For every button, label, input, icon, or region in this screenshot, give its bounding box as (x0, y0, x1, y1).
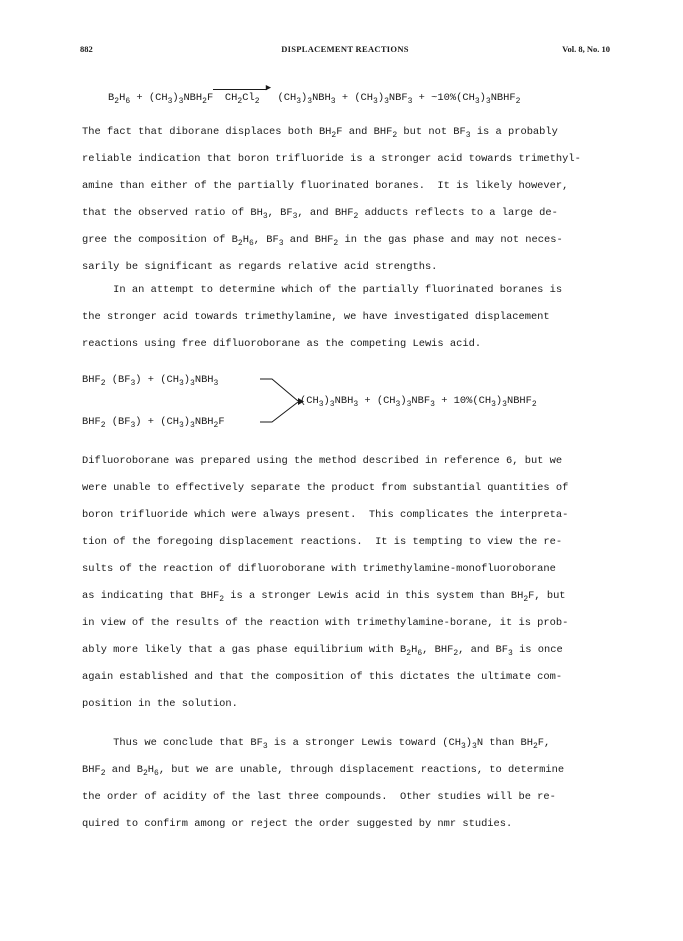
eq2-text: NBH (334, 395, 354, 407)
text-line: in view of the results of the reaction with trimethylamine-borane, it is prob- (82, 617, 569, 629)
text-run: F, (537, 737, 551, 749)
eq1-sub: 3 (373, 97, 378, 106)
text-line: boron trifluoride which were always present. This complicates the interpreta- (82, 509, 569, 521)
text-run: , BF (253, 234, 279, 246)
eq1-sub: 2 (237, 97, 243, 106)
eq2-sub: 3 (178, 379, 184, 388)
eq1-sub: 3 (296, 97, 301, 106)
subscript: 3 (460, 742, 466, 751)
subscript: 2 (100, 769, 106, 778)
text-run: ably more likely that a gas phase equilibrium with B (82, 644, 407, 656)
eq2-text: ) (323, 395, 330, 407)
eq1-sub: 3 (178, 97, 184, 106)
subscript: 3 (508, 649, 513, 658)
text-line (82, 737, 550, 749)
eq1-sub: 3 (384, 97, 389, 106)
eq2-text: + (CH (358, 395, 396, 407)
eq2-sub: 2 (100, 421, 106, 430)
eq1-sub: 3 (330, 97, 336, 106)
eq2-text: ) (183, 416, 191, 428)
subscript: 2 (237, 239, 243, 248)
text-line (82, 234, 563, 246)
eq2-text: F (218, 416, 225, 428)
eq2-text: (BF (105, 374, 131, 386)
text-line: quired to confirm among or reject the order suggested by nmr studies. (82, 818, 513, 830)
text-run: BHF (82, 764, 101, 776)
text-run: as indicating that BHF (82, 590, 220, 602)
eq2-text: ) + (CH (135, 416, 179, 428)
eq2-sub: 2 (531, 400, 537, 409)
eq1-text: NBH (312, 92, 331, 104)
eq2-sub: 3 (130, 379, 136, 388)
arrow-right-icon: ▶ (265, 83, 272, 93)
text-run: but not BF (397, 126, 466, 138)
eq2-text: NBHF (506, 395, 532, 407)
eq1-text: + (412, 92, 432, 104)
eq1-sub: 3 (474, 97, 480, 106)
subscript: 2 (406, 649, 412, 658)
upper-arrow-line (260, 379, 298, 401)
text-line: the order of acidity of the last three compounds. Other studies will be re- (82, 791, 556, 803)
text-run: H (147, 764, 155, 776)
eq2-text: NBH (194, 416, 214, 428)
eq2-text: ) (400, 395, 407, 407)
subscript: 3 (292, 212, 298, 221)
text-line: In an attempt to determine which of the partially fluorinated boranes is (82, 284, 563, 296)
subscript: 2 (219, 595, 224, 604)
eq2-text: ) (495, 395, 503, 407)
text-run: in the gas phase and may not neces- (338, 234, 563, 246)
eq1-text: NBH (183, 92, 203, 104)
text-line: again established and that the composition of this dictates the ultimate com- (82, 671, 563, 683)
eq1-text: ~10%(CH (431, 92, 475, 104)
eq2-sub: 3 (130, 421, 136, 430)
running-header (80, 44, 610, 58)
subscript: 3 (262, 212, 268, 221)
eq1-text: CH (224, 92, 238, 104)
subscript: 2 (142, 769, 148, 778)
eq1-text: ) (377, 92, 385, 104)
subscript: 6 (248, 239, 254, 248)
text-line: sults of the reaction of difluoroborane with trimethylamine-monofluoroborane (82, 563, 556, 575)
subscript: 2 (331, 131, 337, 140)
reaction-equation-1 (108, 83, 521, 106)
eq1-text: F (206, 92, 214, 104)
text-line: position in the solution. (82, 698, 238, 710)
text-run: and BHF (283, 234, 334, 246)
reactant-line-1 (82, 374, 218, 386)
eq1-text: (CH (148, 92, 168, 104)
text-run: , BF (267, 207, 293, 219)
eq1-text: ) (172, 92, 179, 104)
eq1-text: H (119, 92, 126, 104)
eq2-text: BHF (82, 416, 101, 428)
subscript: 2 (333, 239, 339, 248)
text-run: is a stronger Lewis toward (CH (267, 737, 461, 749)
text-line: tion of the foregoing displacement reactions. It is tempting to view the re- (82, 536, 563, 548)
eq1-text: B (108, 92, 115, 104)
eq2-text: ) + (CH (135, 374, 179, 386)
subscript: 3 (262, 742, 268, 751)
eq2-text: NBH (194, 374, 214, 386)
subscript: 2 (532, 742, 538, 751)
text-line: reliable indication that boron trifluoride is a stronger acid towards trimethyl- (82, 153, 581, 165)
text-run: N than BH (476, 737, 533, 749)
subscript: 2 (523, 595, 529, 604)
solvent-label (225, 92, 260, 104)
text-run: ) (465, 737, 473, 749)
lower-arrow-line (260, 402, 298, 422)
eq1-sub: 2 (114, 97, 120, 106)
text-line: the stronger acid towards trimethylamine, we have investigated displacement (82, 311, 550, 323)
text-line (82, 126, 558, 138)
eq1-sub: 2 (254, 97, 260, 106)
eq2-sub: 3 (502, 400, 507, 409)
subscript: 6 (154, 769, 159, 778)
eq1-sub: 3 (307, 97, 313, 106)
text-run: Thus we conclude that BF (82, 737, 263, 749)
eq1-sub: 3 (485, 97, 491, 106)
reaction-equation-2 (82, 366, 602, 436)
text-run: adducts reflects to a large de- (358, 207, 558, 219)
text-run: is a probably (470, 126, 558, 138)
subscript: 2 (392, 131, 398, 140)
eq1-text: (CH (354, 92, 374, 104)
text-line: reactions using free difluoroborane as the competing Lewis acid. (82, 338, 482, 350)
text-line: amine than either of the partially fluorinated boranes. It is likely however, (82, 180, 569, 192)
text-line (82, 764, 564, 776)
eq1-sub: 2 (515, 97, 521, 106)
text-line (82, 644, 563, 656)
subscript: 3 (278, 239, 284, 248)
text-run: H (411, 644, 418, 656)
text-line: were unable to effectively separate the product from substantial quantities of (82, 482, 569, 494)
eq2-text: + 10%(CH (434, 395, 492, 407)
eq1-sub: 2 (202, 97, 207, 106)
text-line (82, 207, 558, 219)
eq1-text: + (130, 92, 149, 104)
subscript: 3 (472, 742, 477, 751)
text-run: that the observed ratio of BH (82, 207, 263, 219)
subscript: 6 (417, 649, 423, 658)
eq1-sub: 3 (407, 97, 413, 106)
reaction-arrow (213, 83, 272, 106)
eq1-text: Cl (242, 92, 255, 104)
running-title: DISPLACEMENT REACTIONS (281, 44, 409, 54)
eq2-text: (BF (105, 416, 131, 428)
eq2-sub: 2 (100, 379, 106, 388)
eq2-sub: 3 (329, 400, 335, 409)
subscript: 2 (453, 649, 459, 658)
eq2-sub: 3 (406, 400, 412, 409)
eq1-text: NBF (388, 92, 408, 104)
text-run: F, but (528, 590, 566, 602)
product-line (300, 395, 537, 407)
eq2-sub: 3 (430, 400, 435, 409)
eq2-sub: 3 (395, 400, 401, 409)
subscript: 2 (353, 212, 359, 221)
eq1-sub: 3 (167, 97, 173, 106)
text-run: , but we are unable, through displacement reactions, to determine (158, 764, 565, 776)
eq1-text: (CH (277, 92, 297, 104)
eq2-text: (CH (300, 395, 319, 407)
eq2-text: ) (183, 374, 191, 386)
eq2-sub: 3 (491, 400, 496, 409)
eq2-sub: 3 (190, 379, 195, 388)
page-number: 882 (80, 44, 93, 54)
text-run: , BHF (422, 644, 454, 656)
text-line: sarily be significant as regards relative acid strengths. (82, 261, 438, 273)
arrow-line (213, 89, 267, 90)
text-run: H (242, 234, 249, 246)
text-run: and B (105, 764, 143, 776)
eq2-text: NBF (411, 395, 431, 407)
text-line: Difluoroborane was prepared using the method described in reference 6, but we (82, 455, 563, 467)
text-run: The fact that diborane displaces both BH (82, 126, 332, 138)
text-run: is a stronger Lewis acid in this system than BH (224, 590, 524, 602)
text-run: gree the composition of B (82, 234, 238, 246)
eq2-sub: 3 (213, 379, 219, 388)
subscript: 3 (465, 131, 471, 140)
text-line (82, 590, 566, 602)
eq2-text: BHF (82, 374, 101, 386)
eq1-text: NBHF (490, 92, 516, 104)
eq1-text: ) (301, 92, 308, 104)
eq2-sub: 3 (190, 421, 195, 430)
text-run: is once (512, 644, 563, 656)
eq2-sub: 3 (178, 421, 184, 430)
reactant-line-2 (82, 416, 225, 428)
journal-volume: Vol. 8, No. 10 (562, 44, 610, 54)
eq2-sub: 2 (213, 421, 219, 430)
eq1-text: + (335, 92, 355, 104)
text-run: F and BHF (336, 126, 393, 138)
eq1-text: ) (479, 92, 486, 104)
eq1-sub: 6 (125, 97, 131, 106)
eq2-sub: 3 (318, 400, 324, 409)
text-run: , and BHF (297, 207, 354, 219)
eq2-sub: 3 (353, 400, 359, 409)
text-run: , and BF (458, 644, 509, 656)
